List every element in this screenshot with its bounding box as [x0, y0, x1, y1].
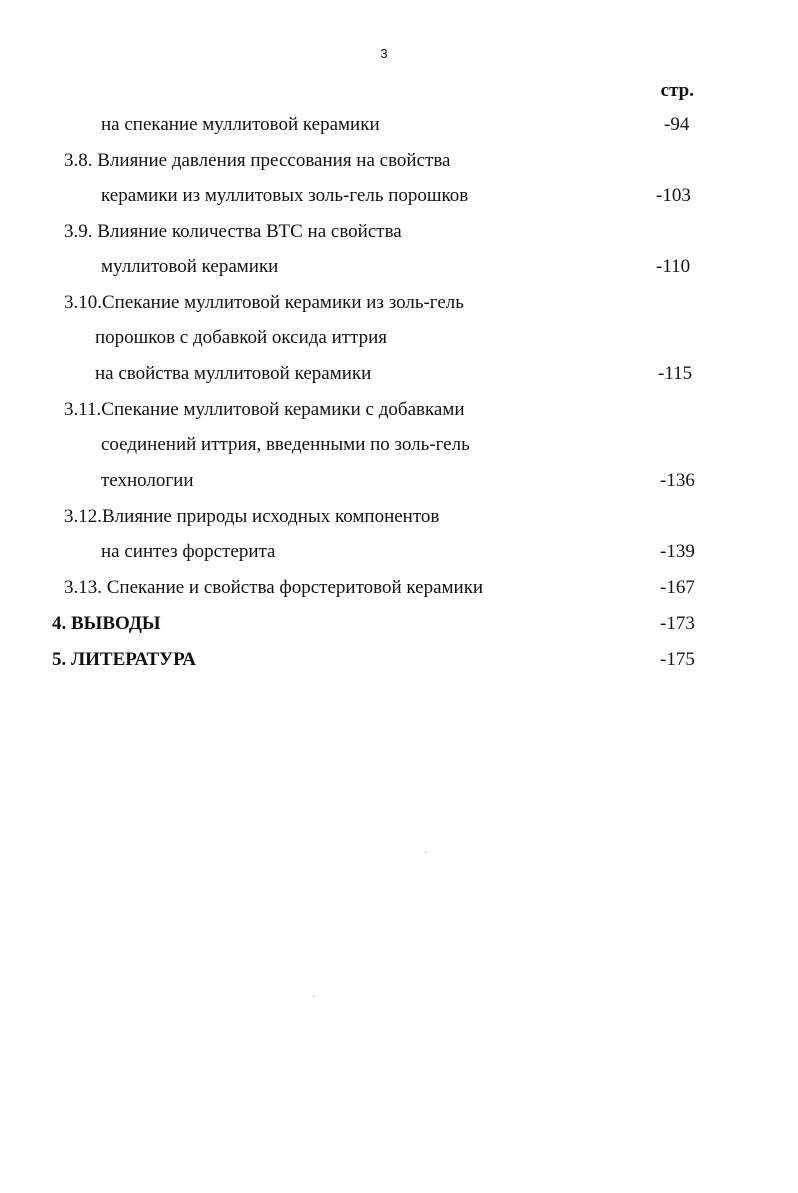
scan-speck: [425, 852, 426, 853]
toc-entry-line: муллитовой керамики: [101, 256, 279, 277]
toc-entry-line: на свойства муллитовой керамики: [95, 363, 372, 384]
toc-entry-page: -136: [660, 470, 695, 491]
toc-entry-page: -139: [660, 541, 695, 562]
pages-column-header: стр.: [660, 80, 694, 101]
toc-entry-line: 4. ВЫВОДЫ: [52, 613, 161, 634]
toc-entry-page: -175: [660, 649, 695, 670]
toc-entry-page: -173: [660, 613, 695, 634]
toc-entry-line: 3.12.Влияние природы исходных компонентов: [64, 506, 440, 527]
toc-entry-line: на спекание муллитовой керамики: [101, 114, 380, 135]
toc-entry-line: 3.11.Спекание муллитовой керамики с добавками: [64, 399, 465, 420]
toc-entry-page: -110: [656, 256, 691, 277]
toc-entry-line: керамики из муллитовых золь-гель порошков: [101, 185, 469, 206]
toc-entry-line: технологии: [101, 470, 194, 491]
toc-entry-line: порошков с добавкой оксида иттрия: [95, 327, 388, 348]
toc-entry-page: -115: [658, 363, 693, 384]
toc-entry-line: соединений иттрия, введенными по золь-гель: [101, 434, 470, 455]
toc-entry-line: 3.10.Спекание муллитовой керамики из золь-гель: [64, 292, 464, 313]
toc-entry-line: 3.8. Влияние давления прессования на свойства: [64, 150, 451, 171]
toc-entry-line: 3.13. Спекание и свойства форстеритовой керамики: [64, 577, 484, 598]
scan-speck: [313, 996, 314, 997]
toc-entry-line: на синтез форстерита: [101, 541, 276, 562]
toc-entry-page: -94: [664, 114, 690, 135]
page-number: 3: [380, 46, 388, 61]
toc-entry-line: 3.9. Влияние количества ВТС на свойства: [64, 221, 402, 242]
toc-entry-page: -103: [656, 185, 691, 206]
toc-entry-line: 5. ЛИТЕРАТУРА: [52, 649, 197, 670]
toc-entry-page: -167: [660, 577, 695, 598]
